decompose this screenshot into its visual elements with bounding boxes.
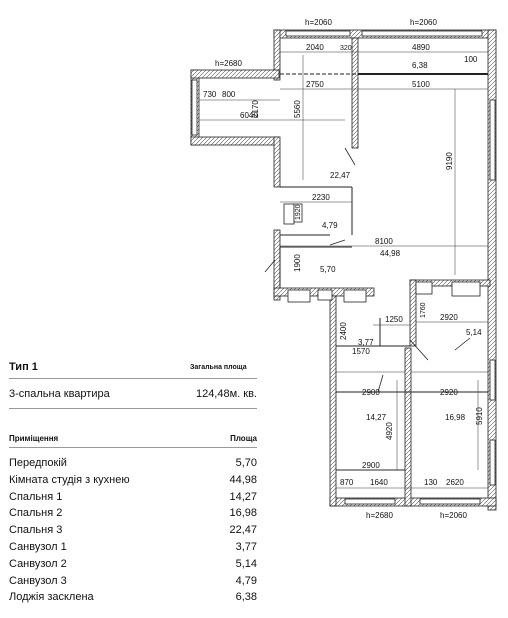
dimension-label: 9190 (445, 152, 454, 170)
room-area: 4,79 (235, 574, 257, 587)
dimension-label: 5100 (412, 80, 430, 89)
table-row (9, 507, 257, 523)
dimension-label: 2400 (339, 322, 348, 340)
partitions (280, 74, 488, 470)
dimension-label: 2900 (362, 461, 380, 470)
table-row (9, 591, 257, 607)
table-row (9, 491, 257, 507)
total-area-value: 124,48м. кв. (195, 388, 257, 400)
dimension-label: 1760 (420, 302, 427, 318)
dimension-label: 130 (424, 478, 438, 487)
room-area: 44,98 (229, 473, 257, 486)
room-area: 22,47 (229, 524, 257, 537)
dimension-label: 2750 (306, 80, 324, 89)
dimension-label: 1920 (295, 204, 302, 220)
room-area: 6,38 (235, 591, 257, 604)
dimension-label: 2230 (312, 193, 330, 202)
room-name: Санвузол 1 (9, 541, 67, 553)
room-name: Спальня 1 (9, 490, 63, 503)
area-label: 14,27 (366, 413, 387, 422)
area-label: 6,38 (412, 61, 428, 70)
area-column-header: Площа (230, 434, 257, 443)
dimension-label: 2040 (306, 43, 324, 52)
height-label: h=2060 (410, 18, 437, 27)
dimension-label: 800 (222, 90, 236, 99)
dimension-label: 1640 (370, 478, 388, 487)
height-label: h=2680 (215, 59, 242, 68)
area-label: 16,98 (445, 413, 466, 422)
room-name: Передпокій (9, 457, 67, 469)
table-row (9, 457, 257, 473)
apartment-type-title: Тип 1 (9, 361, 38, 373)
dimension-label: 6040 (240, 111, 258, 120)
area-label: 5,14 (466, 328, 482, 337)
height-label: h=2060 (305, 18, 332, 27)
table-row (9, 541, 257, 557)
dimension-label: 2920 (440, 313, 458, 322)
height-label: h=2680 (366, 511, 393, 520)
area-label: 4,79 (322, 221, 338, 230)
dimension-label: 2170 (251, 100, 260, 118)
dimension-label: 320 (340, 45, 352, 52)
table-row (9, 524, 257, 540)
table-row (9, 558, 257, 574)
area-label: 22,47 (330, 171, 351, 180)
dimension-label: 870 (340, 478, 354, 487)
dimension-label: 100 (464, 55, 478, 64)
dimension-label: 5560 (293, 100, 302, 118)
dimension-label: 2920 (440, 388, 458, 397)
table-row (9, 575, 257, 591)
dimension-label: 730 (203, 90, 217, 99)
room-area: 5,14 (235, 557, 257, 570)
apartment-type: 3-спальна квартира (9, 388, 110, 400)
dimension-label: 4920 (385, 422, 394, 440)
dimension-label: 1900 (293, 254, 302, 272)
area-label: 3,77 (358, 338, 374, 347)
divider (9, 447, 257, 448)
room-name: Спальня 3 (9, 524, 63, 537)
dimension-label: 2620 (446, 478, 464, 487)
dimension-label: 5910 (475, 407, 484, 425)
dimension-label: 4890 (412, 43, 430, 52)
dimension-label: 1570 (352, 347, 370, 356)
room-column-header: Приміщення (9, 434, 59, 443)
divider (9, 408, 257, 409)
room-name: Кімната студія з кухнею (9, 473, 130, 486)
dimension-label: 2900 (362, 388, 380, 397)
room-name: Лоджія засклена (9, 591, 94, 604)
room-area: 5,70 (235, 457, 257, 469)
summary-row (9, 388, 257, 404)
room-name: Санвузол 2 (9, 557, 67, 570)
dimension-label: 1250 (385, 315, 403, 324)
room-name: Спальня 2 (9, 507, 63, 520)
area-label: 5,70 (320, 265, 336, 274)
height-label: h=2060 (440, 511, 467, 520)
room-area: 16,98 (229, 507, 257, 520)
room-name: Санвузол 3 (9, 574, 67, 587)
area-label: 44,98 (380, 249, 401, 258)
table-header (9, 434, 257, 448)
dimension-label: 8100 (375, 237, 393, 246)
total-area-label: Загальна площа (190, 364, 247, 371)
room-area: 14,27 (229, 490, 257, 503)
divider (9, 378, 257, 379)
table-row (9, 474, 257, 490)
room-area: 3,77 (235, 541, 257, 553)
